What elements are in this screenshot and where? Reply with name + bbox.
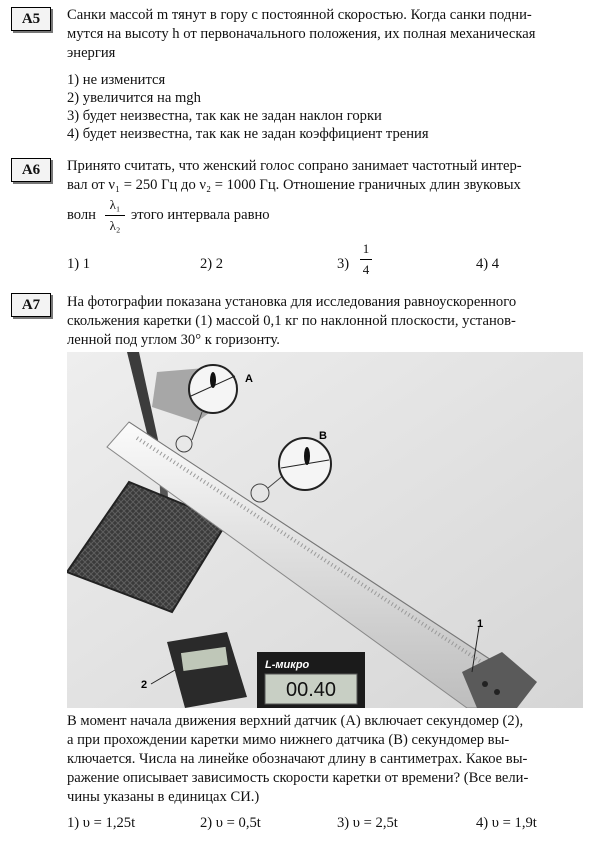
sensor-b-slot — [304, 447, 310, 465]
task-a7-line: На фотографии показана установка для исследования равноускоренного — [67, 294, 517, 310]
task-a7-statement — [67, 293, 583, 350]
task-a7-line: а при прохождении каретки мимо нижнего датчика (В) секундомер вы- — [67, 732, 510, 748]
answer-3-fraction — [360, 241, 372, 278]
task-a5-option-4: 4) будет неизвестна, так как не задан коэффициент трения — [67, 126, 429, 142]
task-number-a6: A6 — [11, 158, 51, 182]
fraction-denominator: λ₂ — [109, 218, 121, 233]
experiment-photo — [67, 352, 583, 708]
display-value: 00.40 — [285, 679, 337, 701]
wavelength-ratio-fraction — [105, 197, 125, 234]
label-a: A — [245, 373, 253, 385]
label-2: 2 — [141, 679, 148, 691]
task-a6-answer-1: 1) 1 — [67, 256, 91, 272]
carriage-hole — [494, 689, 500, 695]
task-a6-statement — [67, 157, 583, 195]
task-a6-answer-3: 3) — [337, 256, 350, 272]
label-1: 1 — [477, 618, 484, 630]
fraction-numerator: λ₁ — [109, 197, 121, 212]
device-brand: L-микро — [265, 659, 310, 671]
task-a6-line3-end: этого интервала равно — [131, 207, 270, 223]
sensor-a-slot — [210, 372, 216, 388]
fraction-numerator: 1 — [362, 241, 370, 256]
task-a7-answer-3: 3) υ = 2,5t — [337, 815, 398, 831]
fraction-bar — [105, 215, 125, 216]
task-a7-line: В момент начала движения верхний датчик (А) включает секундомер (2), — [67, 713, 524, 729]
task-a5-option-1: 1) не изменится — [67, 72, 166, 88]
task-a6-line3-start: волн — [67, 207, 96, 223]
task-a7-question — [67, 712, 583, 807]
fraction-bar — [360, 259, 372, 260]
fraction-denominator: 4 — [362, 262, 370, 277]
task-a7-answer-1: 1) υ = 1,25t — [67, 815, 136, 831]
task-a7-line: ленной под углом 30° к горизонту. — [67, 332, 280, 348]
task-a7-line: чины указаны в единицах СИ.) — [67, 789, 260, 805]
task-a5-line: мутся на высоту h от первоначального положения, их полная механическая — [67, 26, 536, 42]
label-b: B — [319, 430, 327, 442]
task-a6-answer-4: 4) 4 — [476, 256, 500, 272]
task-a7-line: ражение описывает зависимость скорости каретки от времени? (Все вели- — [67, 770, 529, 786]
task-a5-line: Санки массой m тянут в гору с постоянной скоростью. Когда санки подни- — [67, 7, 532, 23]
task-a5-option-2: 2) увеличится на mgh — [67, 90, 201, 106]
task-a5-line: энергия — [67, 45, 116, 61]
task-number-a5: A5 — [11, 7, 51, 31]
carriage-hole — [482, 681, 488, 687]
task-a6-line: вал от ν₁ = 250 Гц до ν₂ = 1000 Гц. Отношение граничных длин звуковых — [67, 177, 521, 193]
task-number-a7: A7 — [11, 293, 51, 317]
task-a7-line: ключается. Числа на линейке обозначают длину в сантиметрах. Какое вы- — [67, 751, 528, 767]
task-a7-answer-2: 2) υ = 0,5t — [200, 815, 261, 831]
task-a5-option-3: 3) будет неизвестна, так как не задан наклон горки — [67, 108, 382, 124]
task-a6-line: Принято считать, что женский голос сопрано занимает частотный интер- — [67, 158, 522, 174]
task-a7-answer-4: 4) υ = 1,9t — [476, 815, 537, 831]
task-a7-line: скольжения каретки (1) массой 0,1 кг по наклонной плоскости, установ- — [67, 313, 516, 329]
task-a6-answer-2: 2) 2 — [200, 256, 224, 272]
task-a5-statement — [67, 6, 583, 63]
